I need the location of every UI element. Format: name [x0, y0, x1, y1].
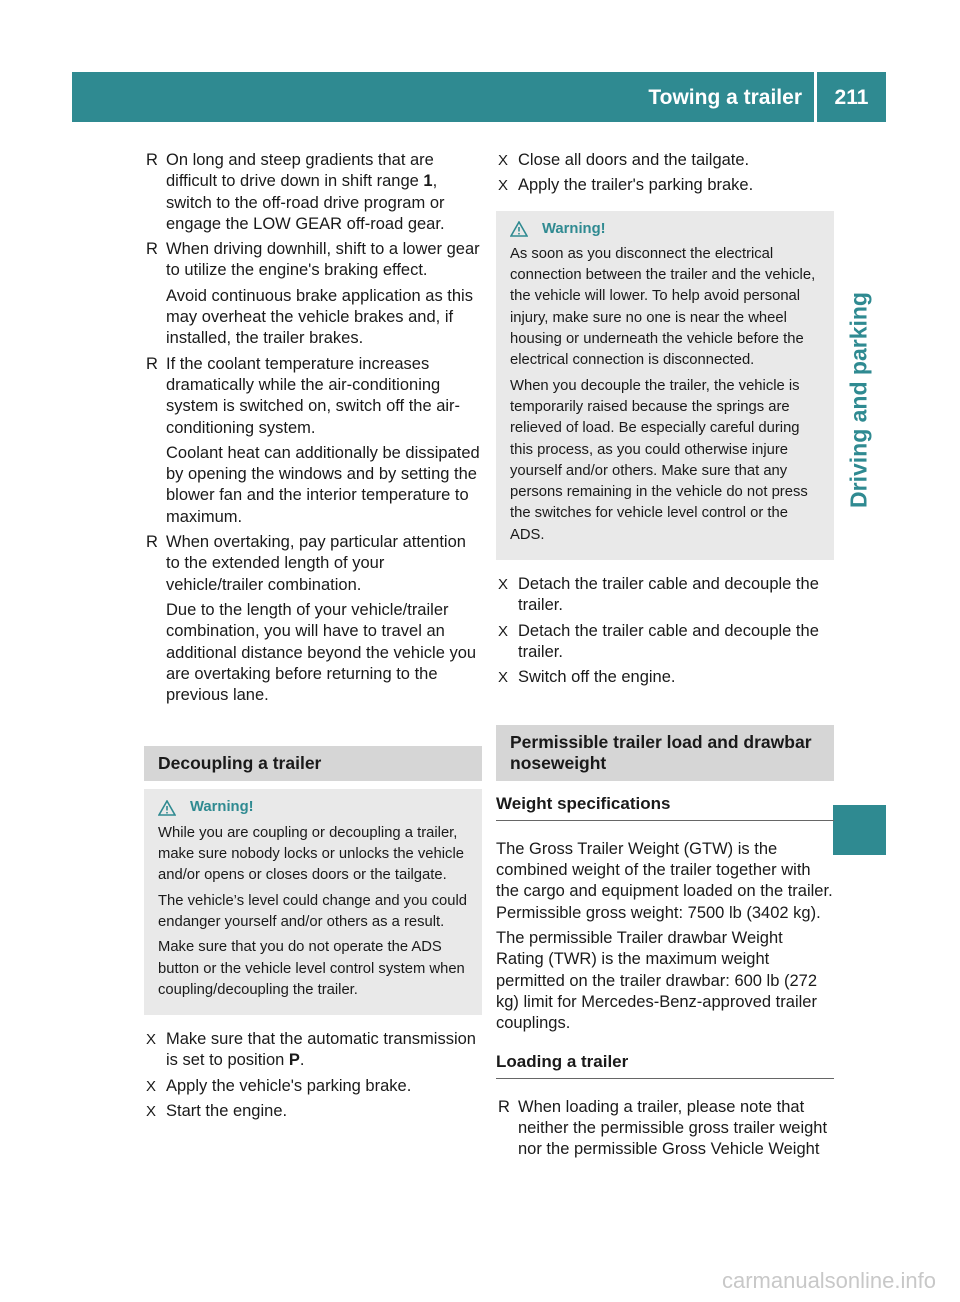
- step-arrow-icon: X: [498, 669, 509, 687]
- list-item: R If the coolant temperature increases dramatically while the air-conditioning system is switched on, switch off the air-conditioning system.: [146, 354, 461, 437]
- subsection-heading: Weight specifications: [496, 793, 834, 821]
- warning-paragraph: When you decouple the trailer, the vehicle is temporarily raised because the springs are relieved of load. Be especially careful during this process, as you could otherwise injure yourself and/or others. Make sure that any persons remaining in the vehicle do not press the switches for vehicle level control or the ADS.: [510, 377, 808, 543]
- step-item: X Make sure that the automatic transmission is set to position P.: [146, 1030, 476, 1070]
- list-item-continuation: Coolant heat can additionally be dissipated by opening the windows and by setting the blower fan and the interior temperature to maximum.: [166, 443, 480, 526]
- step-arrow-icon: X: [498, 622, 509, 640]
- step-item: X Apply the vehicle's parking brake.: [144, 1076, 482, 1097]
- warning-heading: Warning!: [158, 797, 472, 818]
- list-item: R When overtaking, pay particular attention to the extended length of your vehicle/trailer combination.: [146, 533, 466, 594]
- step-arrow-icon: X: [146, 1077, 157, 1095]
- list-item: R On long and steep gradients that are difficult to drive down in shift range 1, switch to the off-road drive program or engage the LOW GEAR off-road gear.: [146, 151, 445, 233]
- section-heading: Decoupling a trailer: [144, 746, 482, 781]
- list-item-continuation: Due to the length of your vehicle/trailer combination, you will have to travel an additional distance beyond the vehicle you are overtaking before returning to the previous lane.: [166, 600, 477, 705]
- side-tab-label: Driving and parking: [845, 292, 872, 508]
- body-paragraph: The Gross Trailer Weight (GTW) is the combined weight of the trailer together with the cargo and equipment loaded on the trailer. Permissible gross weight: 7500 lb (3402 kg).: [496, 839, 833, 922]
- list-item-continuation: Avoid continuous brake application as this may overheat the vehicle brakes and, if installed, the trailer brakes.: [166, 286, 473, 348]
- page-header: [72, 72, 886, 122]
- warning-paragraph: While you are coupling or decoupling a trailer, make sure nobody locks or unlocks the vehicle and/or opens or closes doors or the tailgate.: [158, 824, 464, 884]
- step-item: X Detach the trailer cable and decouple the trailer.: [498, 575, 819, 615]
- left-column: [144, 150, 482, 1126]
- page-number: 211: [834, 86, 869, 109]
- warning-box: [496, 211, 834, 560]
- list-item: R When driving downhill, shift to a lower gear to utilize the engine's braking effect.: [146, 240, 480, 280]
- step-arrow-icon: X: [498, 576, 509, 594]
- body-paragraph: The permissible Trailer drawbar Weight Rating (TWR) is the maximum weight permitted on the trailer drawbar: 600 lb (272 kg) limit for Mercedes-Benz-approved trailer couplings.: [496, 929, 818, 1033]
- bullet-glyph: R: [146, 533, 158, 552]
- step-item: X Close all doors and the tailgate.: [496, 150, 834, 171]
- section-heading: Permissible trailer load and drawbar noseweight: [496, 725, 834, 781]
- warning-box: [144, 789, 482, 1015]
- warning-paragraph: Make sure that you do not operate the ADS button or the vehicle level control system when coupling/decoupling the trailer.: [158, 939, 465, 998]
- header-title: Towing a trailer: [648, 86, 802, 109]
- step-item: X Apply the trailer's parking brake.: [496, 175, 834, 196]
- warning-paragraph: The vehicle’s level could change and you could endanger yourself and/or others as a result.: [158, 892, 468, 930]
- step-arrow-icon: X: [498, 152, 509, 169]
- step-arrow-icon: X: [146, 1102, 157, 1120]
- warning-paragraph: As soon as you disconnect the electrical connection between the trailer and the vehicle, the vehicle will lower. To help avoid personal injury, make sure no one is near the wheel housing or underneath the vehicle before the electrical connection is disconnected.: [510, 245, 816, 369]
- watermark: carmanualsonline.info: [721, 1268, 936, 1293]
- bullet-glyph: R: [146, 151, 158, 169]
- side-tab-marker: [833, 805, 886, 855]
- bullet-glyph: R: [498, 1097, 510, 1116]
- right-column: [496, 150, 834, 1165]
- subsection-heading: Loading a trailer: [496, 1051, 834, 1079]
- bullet-glyph: R: [146, 240, 158, 259]
- bullet-glyph: R: [146, 354, 158, 373]
- warning-triangle-icon: [510, 221, 528, 237]
- step-item: X Detach the trailer cable and decouple the trailer.: [498, 621, 819, 661]
- warning-heading: Warning!: [510, 219, 824, 240]
- step-item: X Start the engine.: [144, 1101, 482, 1122]
- step-arrow-icon: X: [498, 177, 509, 195]
- warning-triangle-icon: [158, 800, 176, 816]
- list-item: R When loading a trailer, please note that neither the permissible gross trailer weight nor the permissible Gross Vehicle Weight: [498, 1097, 828, 1159]
- step-arrow-icon: X: [146, 1031, 157, 1049]
- step-item: X Switch off the engine.: [496, 667, 834, 688]
